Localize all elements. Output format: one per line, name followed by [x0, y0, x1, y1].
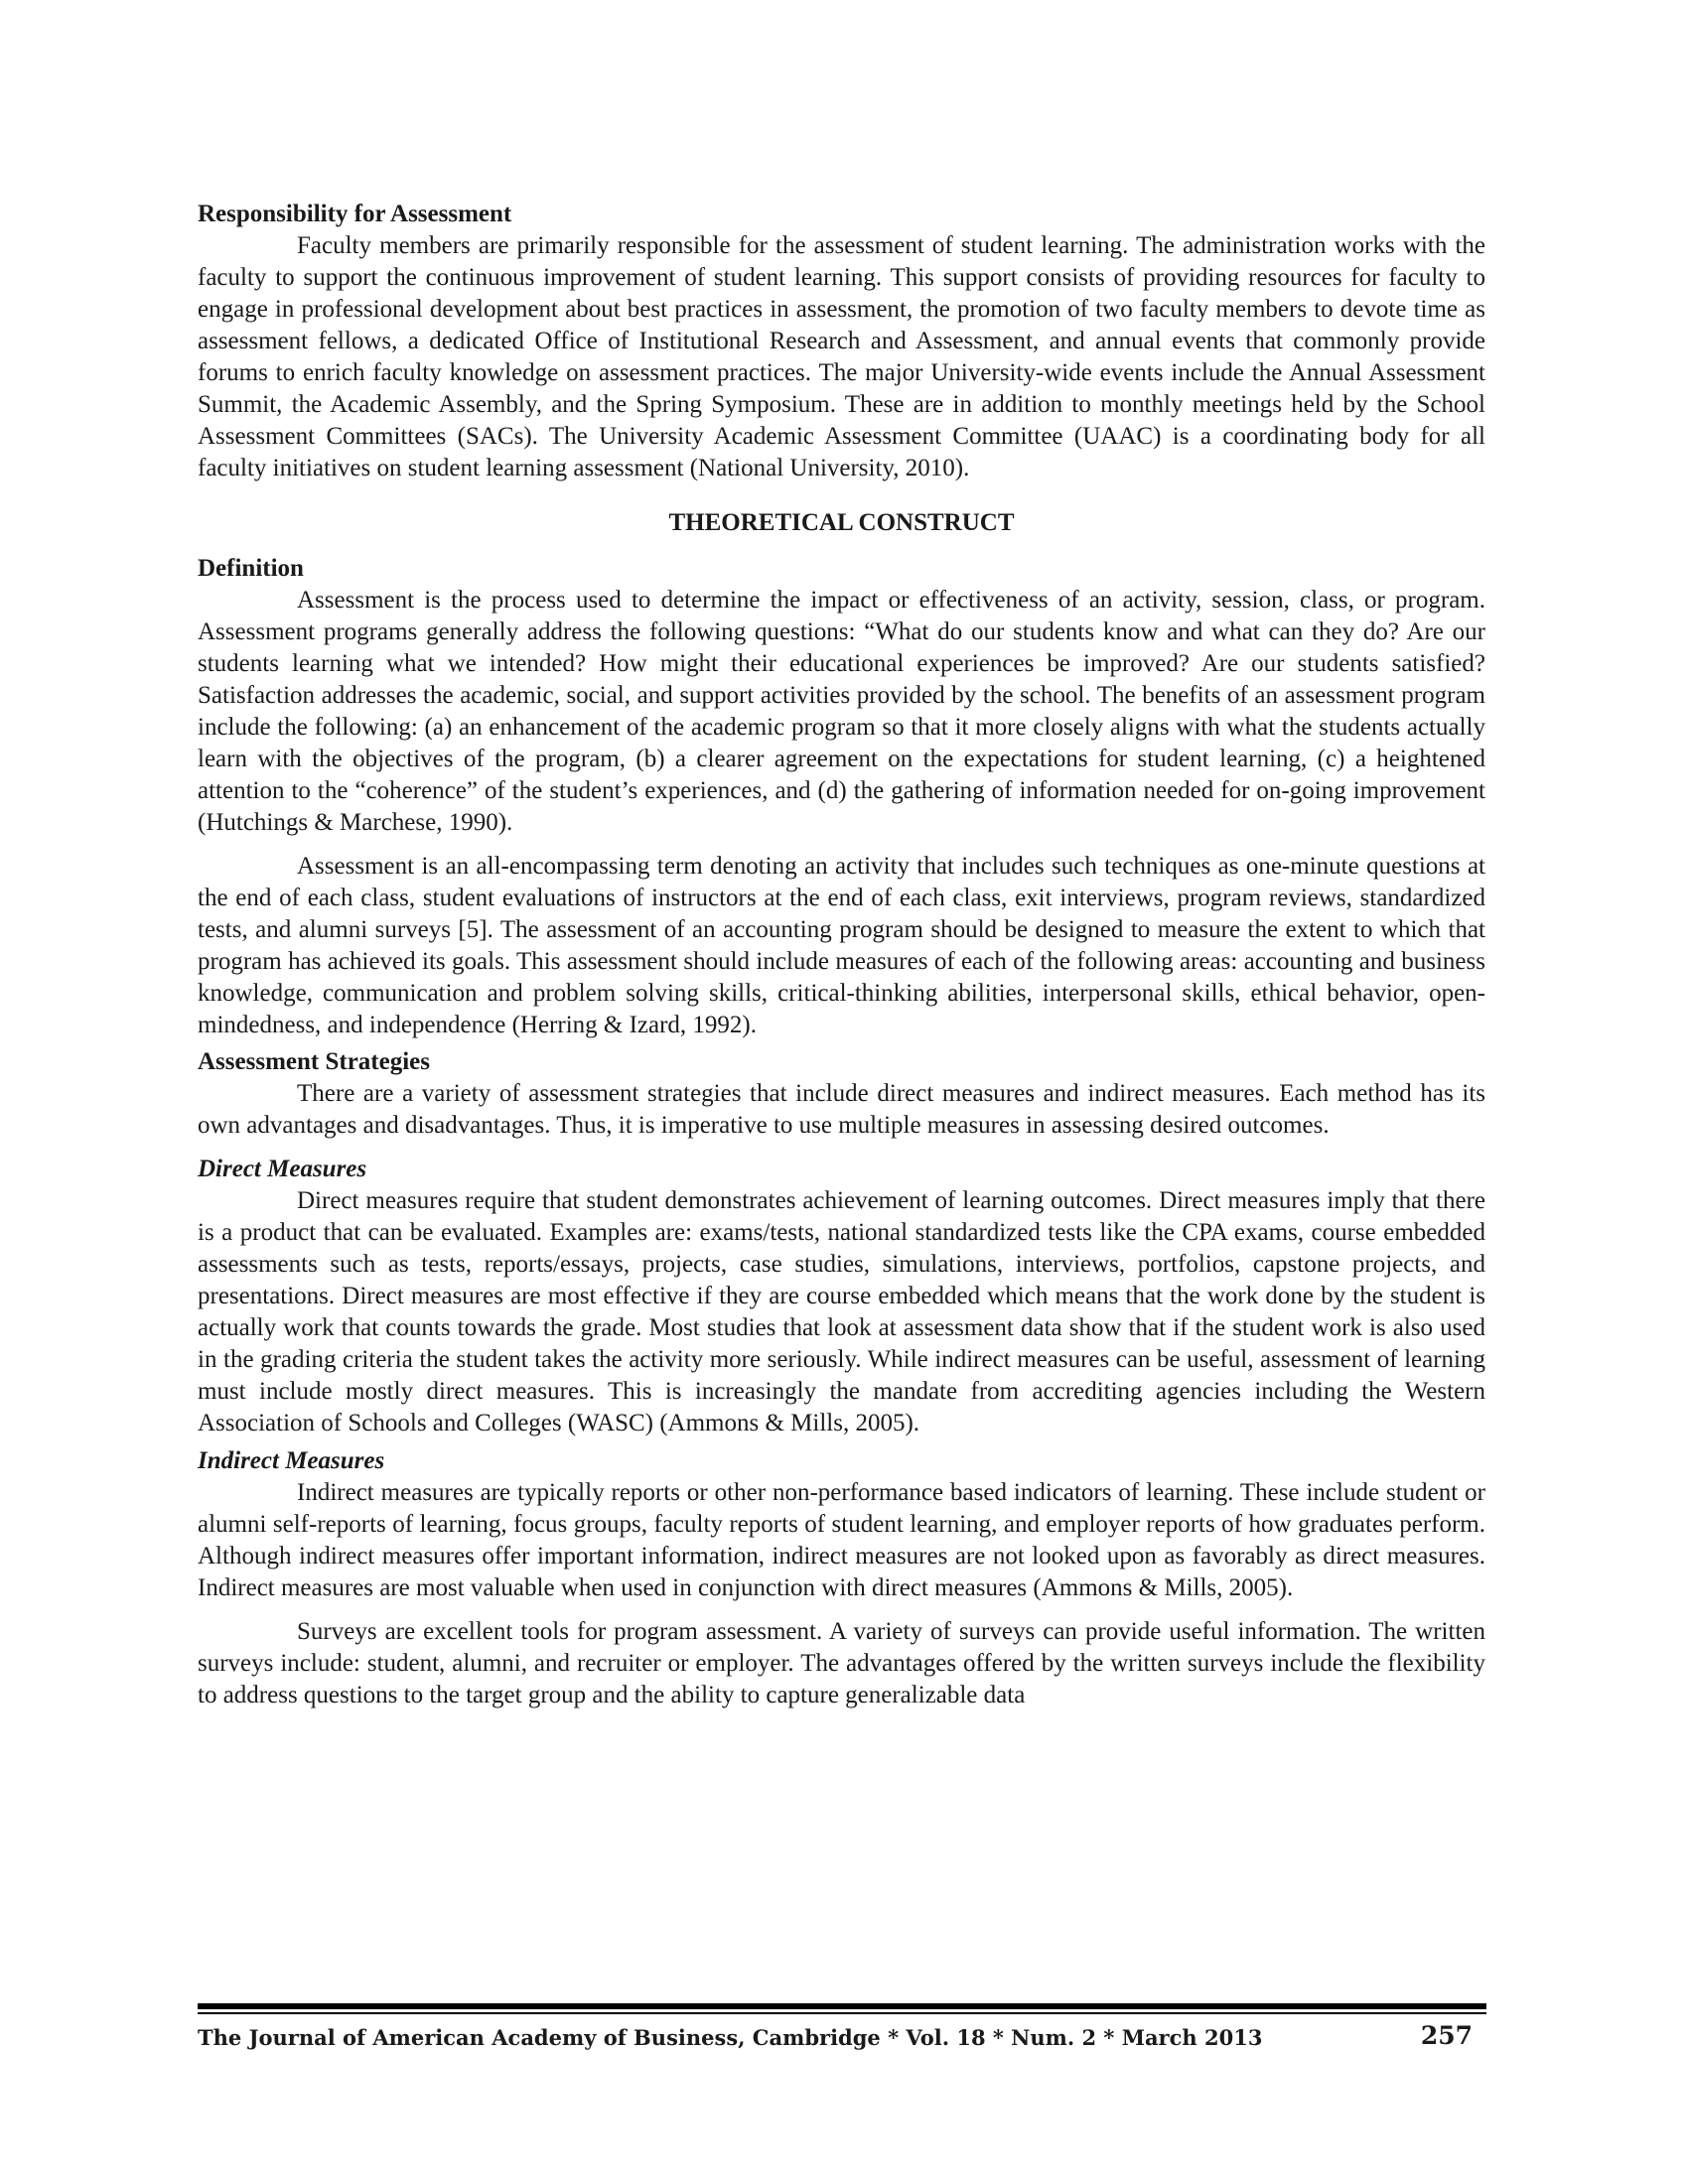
heading-responsibility: Responsibility for Assessment: [198, 201, 512, 227]
footer-rule-thick: [198, 2003, 1486, 2009]
paragraph-indirect-measures-2: Surveys are excellent tools for program assessment. A variety of surveys can provide useful information. The written surveys include: student, alumni, and recruiter or employer. The advantages offered by the written surveys include the flexibility to address questions to the target group and the ability to capture generalizable data: [198, 1618, 1485, 1708]
paragraph-responsibility: Faculty members are primarily responsible for the assessment of student learning. The administration works with the faculty to support the continuous improvement of student learning. This support consists of providing resources for faculty to engage in professional development about best practices in assessment, the promotion of two faculty members to devote time as assessment fellows, a dedicated Office of Institutional Research and Assessment, and annual events that commonly provide forums to enrich faculty knowledge on assessment practices. The major University-wide events include the Annual Assessment Summit, the Academic Assembly, and the Spring Symposium. These are in addition to monthly meetings held by the School Assessment Committees (SACs). The University Academic Assessment Committee (UAAC) is a coordinating body for all faculty initiatives on student learning assessment (National University, 2010).: [198, 232, 1485, 481]
paragraph-indirect-measures-1: Indirect measures are typically reports or other non-performance based indicators of learning. These include student or alumni self-reports of learning, focus groups, faculty reports of student learning, and employer reports of how graduates perform. Although indirect measures offer important information, indirect measures are not looked upon as favorably as direct measures. Indirect measures are most valuable when used in conjunction with direct measures (Ammons & Mills, 2005).: [198, 1479, 1485, 1601]
article-body: [198, 199, 1485, 1711]
footer-rule-thin: [198, 2012, 1486, 2014]
heading-indirect-measures: Indirect Measures: [198, 1447, 385, 1474]
paragraph-assessment-strategies: There are a variety of assessment strategies that include direct measures and indirect measures. Each method has its own advantages and disadvantages. Thus, it is imperative to use multiple measures in assessing desired outcomes.: [198, 1080, 1485, 1139]
footer-journal-citation: The Journal of American Academy of Business, Cambridge * Vol. 18 * Num. 2 * March 2013: [198, 2025, 1263, 2050]
heading-direct-measures: Direct Measures: [198, 1156, 367, 1182]
page-number: 257: [1420, 2021, 1473, 2050]
section-title-theoretical-construct: THEORETICAL CONSTRUCT: [668, 509, 1015, 536]
paragraph-definition-2: Assessment is an all-encompassing term denoting an activity that includes such techniques as one-minute questions at the end of each class, student evaluations of instructors at the end of each class, exit interviews, program reviews, standardized tests, and alumni surveys [5]. The assessment of an accounting program should be designed to measure the extent to which that program has achieved its goals. This assessment should include measures of each of the following areas: accounting and business knowledge, communication and problem solving skills, critical-thinking abilities, interpersonal skills, ethical behavior, open-mindedness, and independence (Herring & Izard, 1992).: [198, 853, 1485, 1038]
heading-definition: Definition: [198, 555, 304, 582]
page-footer: [198, 2021, 1486, 2065]
heading-assessment-strategies: Assessment Strategies: [198, 1048, 430, 1075]
paragraph-definition-1: Assessment is the process used to determine the impact or effectiveness of an activity, session, class, or program. Assessment programs generally address the following questions: “What do our students know and what can they do? Are our students learning what we intended? How might their educational experiences be improved? Are our students satisfied? Satisfaction addresses the academic, social, and support activities provided by the school. The benefits of an assessment program include the following: (a) an enhancement of the academic program so that it more closely aligns with what the students actually learn with the objectives of the program, (b) a clearer agreement on the expectations for student learning, (c) a heightened attention to the “coherence” of the student’s experiences, and (d) the gathering of information needed for on-going improvement (Hutchings & Marchese, 1990).: [198, 587, 1485, 836]
paragraph-direct-measures: Direct measures require that student demonstrates achievement of learning outcomes. Direct measures imply that there is a product that can be evaluated. Examples are: exams/tests, national standardized tests like the CPA exams, course embedded assessments such as tests, reports/essays, projects, case studies, simulations, interviews, portfolios, capstone projects, and presentations. Direct measures are most effective if they are course embedded which means that the work done by the student is actually work that counts towards the grade. Most studies that look at assessment data show that if the student work is also used in the grading criteria the student takes the activity more seriously. While indirect measures can be useful, assessment of learning must include mostly direct measures. This is increasingly the mandate from accrediting agencies including the Western Association of Schools and Colleges (WASC) (Ammons & Mills, 2005).: [198, 1187, 1485, 1436]
